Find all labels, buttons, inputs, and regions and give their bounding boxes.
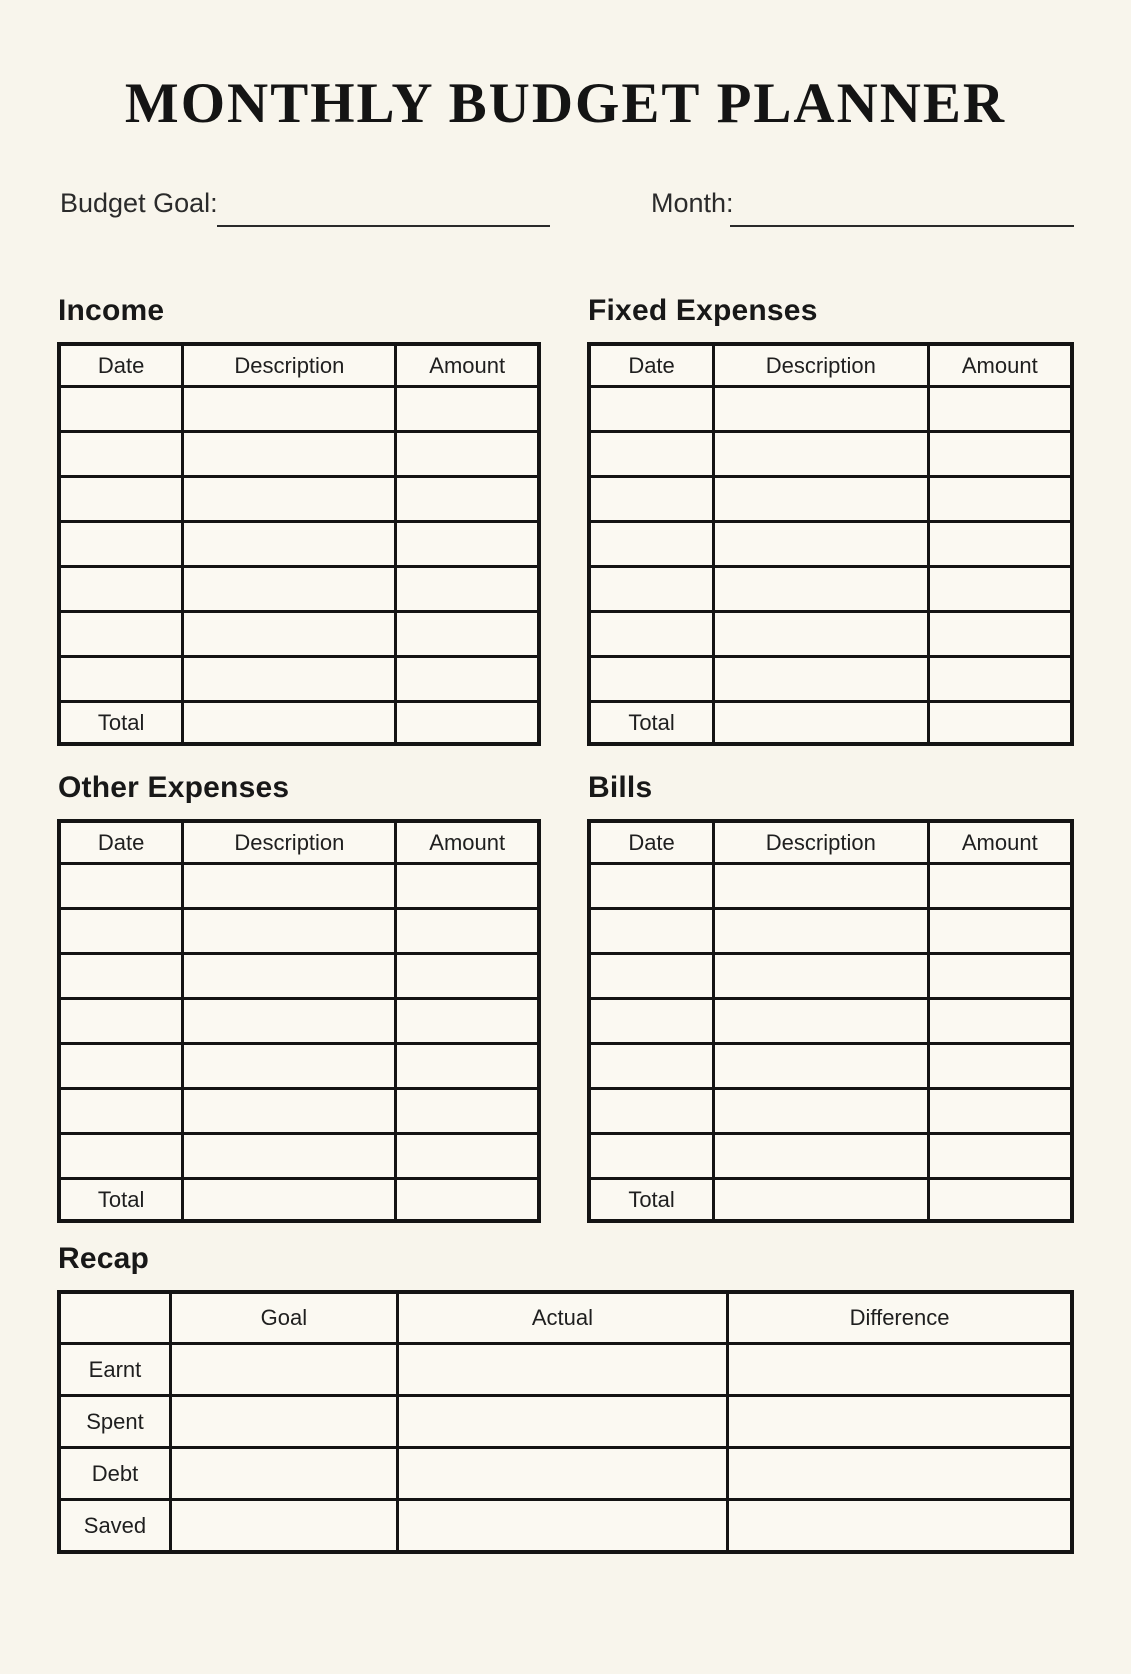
column-header-description: Description — [183, 821, 396, 864]
column-header-amount: Amount — [928, 344, 1072, 387]
recap-actual-cell[interactable] — [397, 1448, 727, 1500]
recap-corner-cell — [59, 1292, 170, 1344]
empty-cell[interactable] — [59, 567, 183, 612]
bills-table — [587, 819, 1074, 1223]
total-value-cell[interactable] — [928, 702, 1072, 744]
table-row — [589, 1134, 1072, 1179]
recap-goal-cell[interactable] — [170, 1344, 397, 1396]
empty-cell[interactable] — [396, 657, 539, 702]
empty-cell[interactable] — [396, 387, 539, 432]
recap-goal-cell[interactable] — [170, 1448, 397, 1500]
empty-cell[interactable] — [714, 387, 928, 432]
section-title-bills: Bills — [588, 770, 653, 804]
empty-cell[interactable] — [714, 864, 928, 909]
recap-actual-cell[interactable] — [397, 1344, 727, 1396]
empty-cell[interactable] — [928, 999, 1072, 1044]
empty-cell[interactable] — [183, 702, 396, 744]
empty-cell[interactable] — [396, 1134, 539, 1179]
recap-difference-cell[interactable] — [728, 1344, 1072, 1396]
income-table — [57, 342, 541, 746]
empty-cell[interactable] — [714, 954, 928, 999]
empty-cell[interactable] — [928, 1134, 1072, 1179]
empty-cell[interactable] — [59, 1044, 183, 1089]
empty-cell[interactable] — [589, 612, 714, 657]
total-label: Total — [59, 702, 183, 744]
empty-cell[interactable] — [396, 954, 539, 999]
empty-cell[interactable] — [714, 477, 928, 522]
empty-cell[interactable] — [714, 1044, 928, 1089]
empty-cell[interactable] — [59, 657, 183, 702]
empty-cell[interactable] — [714, 909, 928, 954]
section-title-recap: Recap — [58, 1241, 150, 1275]
table-header-row — [589, 821, 1072, 864]
table-row — [59, 909, 539, 954]
empty-cell[interactable] — [396, 567, 539, 612]
month-line[interactable] — [730, 225, 1074, 227]
empty-cell[interactable] — [59, 477, 183, 522]
total-label: Total — [589, 702, 714, 744]
table-row — [59, 387, 539, 432]
empty-cell[interactable] — [183, 522, 396, 567]
total-value-cell[interactable] — [396, 1179, 539, 1221]
empty-cell[interactable] — [396, 864, 539, 909]
recap-row-label: Earnt — [59, 1344, 170, 1396]
empty-cell[interactable] — [59, 522, 183, 567]
empty-cell[interactable] — [714, 1179, 928, 1221]
table-header-row — [59, 821, 539, 864]
column-header-description: Description — [183, 344, 396, 387]
section-fixed-expenses — [587, 293, 1074, 746]
column-header-difference: Difference — [728, 1292, 1072, 1344]
empty-cell[interactable] — [928, 1089, 1072, 1134]
empty-cell[interactable] — [59, 432, 183, 477]
recap-header-row — [59, 1292, 1072, 1344]
empty-cell[interactable] — [589, 567, 714, 612]
section-title-other-expenses: Other Expenses — [58, 770, 290, 804]
column-header-description: Description — [714, 821, 928, 864]
recap-actual-cell[interactable] — [397, 1396, 727, 1448]
table-row — [59, 657, 539, 702]
recap-difference-cell[interactable] — [728, 1396, 1072, 1448]
empty-cell[interactable] — [928, 432, 1072, 477]
recap-difference-cell[interactable] — [728, 1500, 1072, 1552]
empty-cell[interactable] — [396, 1044, 539, 1089]
empty-cell[interactable] — [589, 954, 714, 999]
recap-row-spent — [59, 1396, 1072, 1448]
empty-cell[interactable] — [714, 1089, 928, 1134]
empty-cell[interactable] — [183, 909, 396, 954]
page-title: MONTHLY BUDGET PLANNER — [124, 72, 1007, 135]
empty-cell[interactable] — [589, 864, 714, 909]
empty-cell[interactable] — [183, 657, 396, 702]
section-other-expenses — [57, 770, 541, 1223]
recap-row-earnt — [59, 1344, 1072, 1396]
empty-cell[interactable] — [59, 1134, 183, 1179]
empty-cell[interactable] — [59, 954, 183, 999]
column-header-actual: Actual — [397, 1292, 727, 1344]
column-header-date: Date — [589, 344, 714, 387]
column-header-amount: Amount — [396, 344, 539, 387]
empty-cell[interactable] — [59, 999, 183, 1044]
empty-cell[interactable] — [183, 1134, 396, 1179]
table-row — [589, 567, 1072, 612]
table-row — [589, 1044, 1072, 1089]
table-row — [589, 432, 1072, 477]
recap-actual-cell[interactable] — [397, 1500, 727, 1552]
empty-cell[interactable] — [183, 432, 396, 477]
section-bills — [587, 770, 1074, 1223]
empty-cell[interactable] — [589, 909, 714, 954]
empty-cell[interactable] — [714, 702, 928, 744]
table-row — [59, 1044, 539, 1089]
empty-cell[interactable] — [183, 612, 396, 657]
empty-cell[interactable] — [928, 612, 1072, 657]
empty-cell[interactable] — [183, 1089, 396, 1134]
empty-cell[interactable] — [396, 522, 539, 567]
recap-difference-cell[interactable] — [728, 1448, 1072, 1500]
table-row — [589, 954, 1072, 999]
empty-cell[interactable] — [589, 657, 714, 702]
table-row — [59, 864, 539, 909]
empty-cell[interactable] — [396, 999, 539, 1044]
table-row — [59, 999, 539, 1044]
table-row — [589, 477, 1072, 522]
empty-cell[interactable] — [589, 522, 714, 567]
empty-cell[interactable] — [928, 522, 1072, 567]
empty-cell[interactable] — [714, 567, 928, 612]
empty-cell[interactable] — [714, 1134, 928, 1179]
total-value-cell[interactable] — [928, 1179, 1072, 1221]
recap-goal-cell[interactable] — [170, 1396, 397, 1448]
empty-cell[interactable] — [928, 477, 1072, 522]
table-header-row — [589, 344, 1072, 387]
recap-table — [57, 1290, 1074, 1554]
empty-cell[interactable] — [589, 477, 714, 522]
empty-cell[interactable] — [396, 909, 539, 954]
recap-row-label: Spent — [59, 1396, 170, 1448]
section-income — [57, 293, 541, 746]
table-row — [589, 864, 1072, 909]
table-row — [589, 999, 1072, 1044]
section-title-fixed-expenses: Fixed Expenses — [588, 293, 818, 327]
table-row — [59, 477, 539, 522]
empty-cell[interactable] — [589, 432, 714, 477]
section-recap — [57, 1241, 1074, 1554]
empty-cell[interactable] — [714, 999, 928, 1044]
empty-cell[interactable] — [59, 864, 183, 909]
total-row — [589, 1179, 1072, 1221]
empty-cell[interactable] — [396, 1089, 539, 1134]
total-row — [59, 702, 539, 744]
empty-cell[interactable] — [928, 1044, 1072, 1089]
column-header-amount: Amount — [928, 821, 1072, 864]
empty-cell[interactable] — [396, 477, 539, 522]
empty-cell[interactable] — [59, 1089, 183, 1134]
empty-cell[interactable] — [589, 1134, 714, 1179]
recap-row-label: Debt — [59, 1448, 170, 1500]
table-row — [589, 1089, 1072, 1134]
empty-cell[interactable] — [589, 1044, 714, 1089]
total-row — [589, 702, 1072, 744]
header-fields — [57, 188, 1074, 236]
empty-cell[interactable] — [714, 612, 928, 657]
table-row — [589, 909, 1072, 954]
empty-cell[interactable] — [714, 657, 928, 702]
empty-cell[interactable] — [59, 612, 183, 657]
tables-grid — [57, 293, 1074, 1223]
empty-cell[interactable] — [589, 999, 714, 1044]
empty-cell[interactable] — [589, 387, 714, 432]
empty-cell[interactable] — [183, 954, 396, 999]
column-header-description: Description — [714, 344, 928, 387]
section-title-income: Income — [58, 293, 165, 327]
empty-cell[interactable] — [183, 477, 396, 522]
table-row — [59, 522, 539, 567]
column-header-goal: Goal — [170, 1292, 397, 1344]
table-row — [59, 432, 539, 477]
column-header-date: Date — [59, 344, 183, 387]
fixed-expenses-table — [587, 342, 1074, 746]
empty-cell[interactable] — [183, 864, 396, 909]
table-row — [589, 657, 1072, 702]
table-row — [589, 612, 1072, 657]
empty-cell[interactable] — [59, 387, 183, 432]
empty-cell[interactable] — [928, 657, 1072, 702]
empty-cell[interactable] — [928, 954, 1072, 999]
table-row — [59, 954, 539, 999]
empty-cell[interactable] — [183, 387, 396, 432]
recap-row-debt — [59, 1448, 1072, 1500]
month-label: Month: — [651, 187, 734, 218]
empty-cell[interactable] — [928, 864, 1072, 909]
column-header-date: Date — [59, 821, 183, 864]
total-row — [59, 1179, 539, 1221]
empty-cell[interactable] — [396, 612, 539, 657]
budget-goal-label: Budget Goal: — [60, 187, 218, 218]
total-value-cell[interactable] — [396, 702, 539, 744]
budget-goal-line[interactable] — [217, 225, 550, 227]
empty-cell[interactable] — [59, 909, 183, 954]
empty-cell[interactable] — [183, 1044, 396, 1089]
budget-planner-page — [0, 74, 1131, 1554]
empty-cell[interactable] — [714, 432, 928, 477]
table-row — [59, 1089, 539, 1134]
empty-cell[interactable] — [714, 522, 928, 567]
column-header-date: Date — [589, 821, 714, 864]
empty-cell[interactable] — [928, 909, 1072, 954]
table-header-row — [59, 344, 539, 387]
empty-cell[interactable] — [183, 999, 396, 1044]
recap-row-saved — [59, 1500, 1072, 1552]
table-row — [59, 1134, 539, 1179]
table-row — [589, 387, 1072, 432]
table-row — [59, 567, 539, 612]
table-row — [59, 612, 539, 657]
empty-cell[interactable] — [589, 1089, 714, 1134]
table-row — [589, 522, 1072, 567]
empty-cell[interactable] — [183, 1179, 396, 1221]
empty-cell[interactable] — [396, 432, 539, 477]
recap-goal-cell[interactable] — [170, 1500, 397, 1552]
empty-cell[interactable] — [183, 567, 396, 612]
empty-cell[interactable] — [928, 567, 1072, 612]
total-label: Total — [589, 1179, 714, 1221]
empty-cell[interactable] — [928, 387, 1072, 432]
column-header-amount: Amount — [396, 821, 539, 864]
recap-row-label: Saved — [59, 1500, 170, 1552]
other-expenses-table — [57, 819, 541, 1223]
total-label: Total — [59, 1179, 183, 1221]
